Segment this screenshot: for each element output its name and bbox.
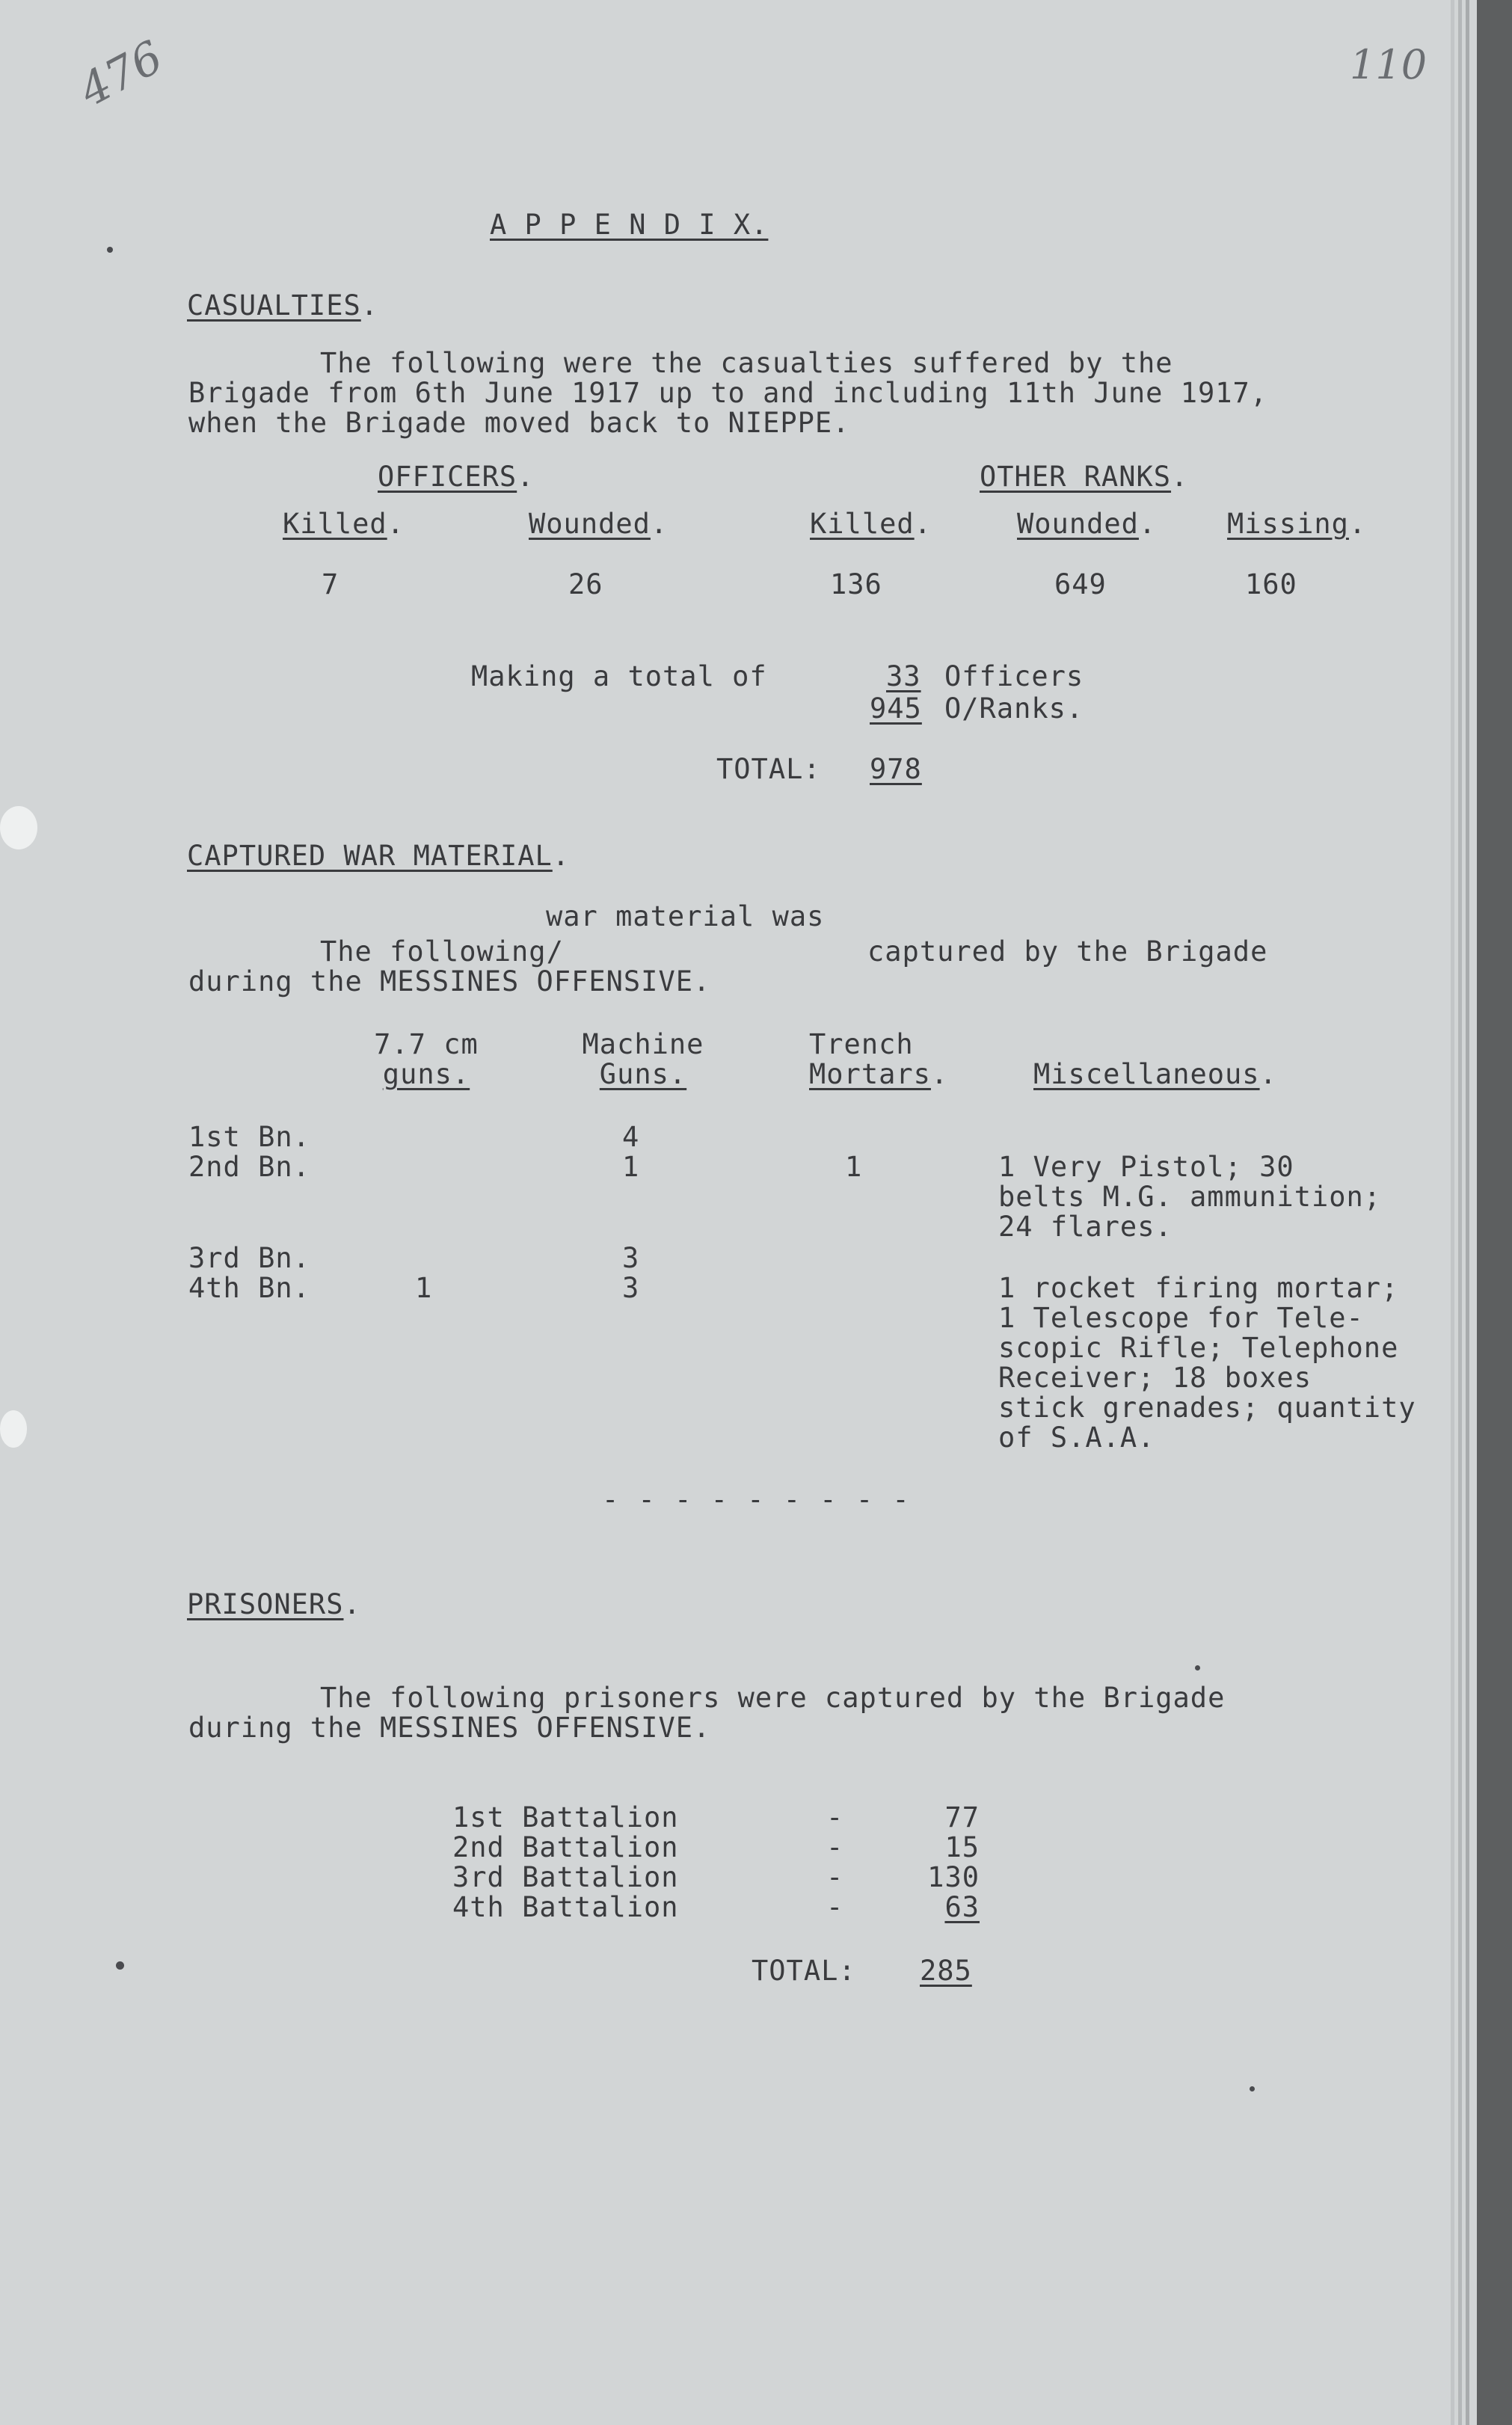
column-guns-line2: guns. [382,1058,470,1090]
casualties-heading [187,290,378,322]
captured-row-misc-line: 24 flares. [998,1211,1173,1243]
grand-total-label: TOTAL: [716,753,821,785]
captured-intro-line: during the MESSINES OFFENSIVE. [188,965,711,998]
prisoner-row-unit: 3rd Battalion [452,1861,679,1893]
column-mg-line2: Guns. [599,1058,687,1090]
casualty-value: 26 [568,568,603,600]
prisoner-row-count: 130 [927,1861,980,1893]
column-misc: Miscellaneous. [1033,1058,1277,1090]
officers-total: 33 [886,660,921,692]
prisoners-heading [187,1589,361,1620]
officers-heading: OFFICERS. [378,461,535,493]
captured-row-mg: 3 [622,1242,640,1274]
captured-row-mg: 3 [622,1272,640,1304]
prisoners-total-label: TOTAL: [752,1955,856,1987]
captured-row-misc-line: 1 Telescope for Tele- [998,1302,1364,1334]
captured-row-misc-line: scopic Rifle; Telephone [998,1332,1399,1364]
casualties-heading-text: CASUALTIES [187,289,361,322]
page-title: A P P E N D I X. [490,209,769,241]
column-label-text: Missing [1227,508,1349,540]
captured-heading [187,840,570,872]
captured-row-guns: 1 [415,1272,433,1304]
captured-row-misc-line: Receiver; 18 boxes [998,1362,1312,1394]
prisoner-row-dash: - [826,1801,844,1834]
captured-row-unit: 1st Bn. [188,1121,310,1153]
ranks-total-label: O/Ranks. [944,692,1084,725]
prisoner-row-unit: 2nd Battalion [452,1831,679,1863]
punch-hole [0,1410,27,1448]
ink-speck [107,247,113,253]
casualty-value: 136 [830,568,882,600]
column-label-text: Wounded [1017,508,1139,540]
prisoners-total: 285 [920,1955,972,1987]
prisoner-row-count: 15 [944,1831,980,1863]
officers-total-label: Officers [944,660,1084,692]
column-label-text: Wounded [529,508,651,540]
captured-insertion: war material was [546,900,825,932]
prisoner-row-dash: - [826,1831,844,1863]
column-label: Missing. [1227,508,1367,540]
prisoner-row-count: 77 [944,1801,980,1834]
section-separator: - - - - - - - - - [602,1484,911,1516]
captured-row-misc-line: 1 rocket firing mortar; [998,1272,1399,1304]
captured-row-unit: 3rd Bn. [188,1242,310,1274]
ink-speck [1250,2086,1255,2091]
making-total-label: Making a total of [471,660,767,692]
captured-intro-right: captured by the Brigade [867,935,1268,968]
casualties-intro-line: Brigade from 6th June 1917 up to and including 11th June 1917, [188,377,1268,409]
column-tm-line2-text: Mortars [809,1058,931,1090]
heading-punct: . [360,289,379,322]
column-tm-line2: Mortars. [809,1058,949,1090]
captured-row-misc-line: 1 Very Pistol; 30 [998,1151,1294,1183]
punch-hole [0,806,37,849]
prisoner-row-dash: - [826,1861,844,1893]
casualties-intro-line: The following were the casualties suffered by the [320,347,1173,379]
ranks-total: 945 [870,692,922,725]
column-label: Killed. [810,508,932,540]
column-label-text: Killed [810,508,915,540]
captured-row-unit: 4th Bn. [188,1272,310,1304]
column-mg-line1: Machine [582,1028,704,1060]
folio-number: 110 [1350,41,1428,88]
captured-row-misc-line: stick grenades; quantity [998,1392,1416,1424]
page-edge [1466,0,1469,2425]
other-ranks-heading-text: OTHER RANKS [980,461,1172,493]
page-edge [1451,0,1454,2425]
prisoners-intro-line: during the MESSINES OFFENSIVE. [188,1712,711,1744]
captured-row-tm: 1 [845,1151,863,1183]
casualties-intro-line: when the Brigade moved back to NIEPPE. [188,407,850,439]
grand-total: 978 [870,753,922,785]
pencil-number: 476 [71,31,171,117]
prisoner-row-unit: 1st Battalion [452,1801,679,1834]
column-label: Wounded. [529,508,669,540]
prisoner-row-dash: - [826,1891,844,1923]
column-misc-text: Miscellaneous [1033,1058,1260,1090]
captured-row-unit: 2nd Bn. [188,1151,310,1183]
prisoners-intro-line: The following prisoners were captured by the Brigade [320,1682,1226,1714]
column-label: Killed. [283,508,405,540]
prisoner-row-unit: 4th Battalion [452,1891,679,1923]
captured-row-mg: 1 [622,1151,640,1183]
casualty-value: 7 [322,568,339,600]
column-label-text: Killed [283,508,387,540]
prisoners-heading-text: PRISONERS [187,1588,344,1620]
other-ranks-heading: OTHER RANKS. [980,461,1189,493]
captured-heading-text: CAPTURED WAR MATERIAL [187,840,553,872]
ink-speck [116,1961,124,1970]
captured-row-misc-line: belts M.G. ammunition; [998,1181,1382,1213]
captured-row-misc-line: of S.A.A. [998,1422,1155,1454]
prisoner-row-count: 63 [944,1891,980,1923]
heading-punct: . [552,840,571,872]
officers-heading-text: OFFICERS [378,461,517,493]
column-label: Wounded. [1017,508,1157,540]
casualty-value: 649 [1054,568,1107,600]
heading-punct: . [343,1588,361,1620]
captured-intro-left: The following/ [320,935,564,968]
column-guns-line1: 7.7 cm [374,1028,479,1060]
ink-speck [1195,1665,1200,1671]
casualty-value: 160 [1245,568,1297,600]
column-tm-line1: Trench [809,1028,914,1060]
captured-row-mg: 4 [622,1121,640,1153]
page-edge [1458,0,1462,2425]
